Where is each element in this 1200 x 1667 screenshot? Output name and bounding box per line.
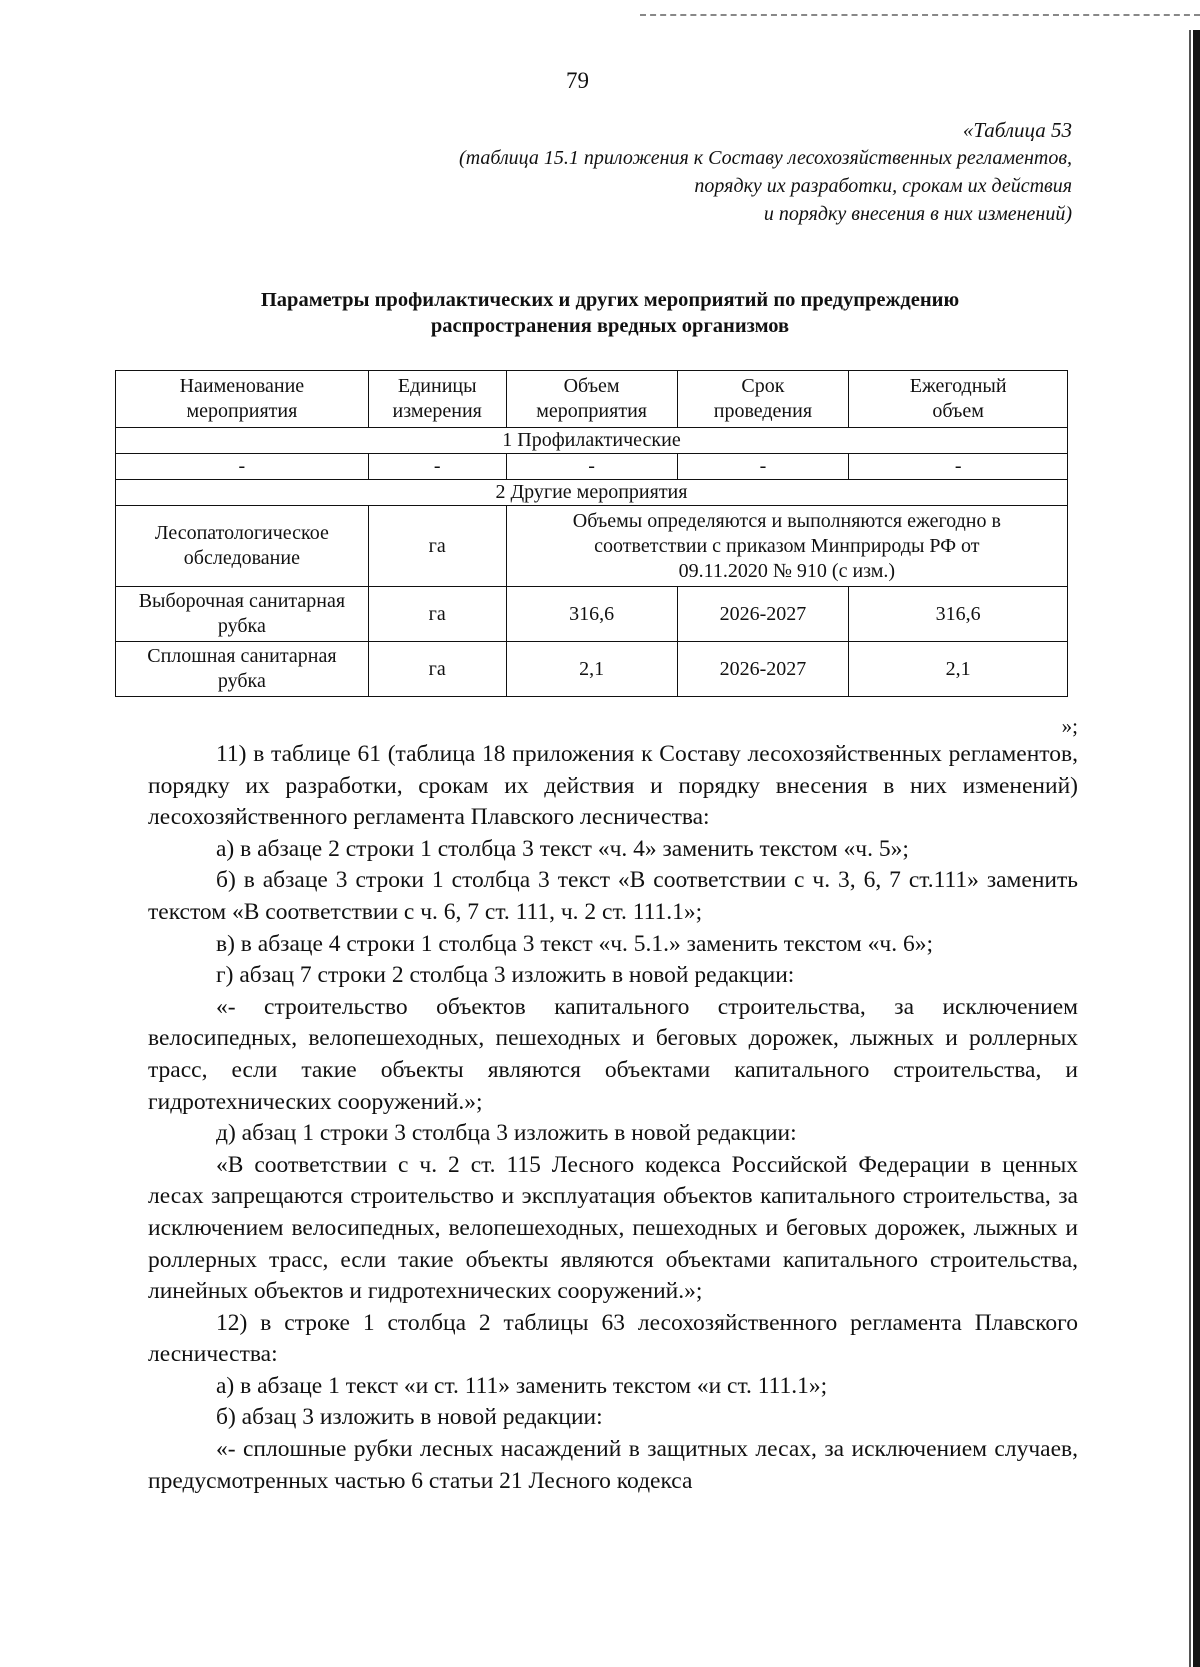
table-cell: га	[368, 587, 506, 642]
table-cell: -	[116, 454, 369, 480]
header-cell: Наименование мероприятия	[116, 371, 369, 428]
body-text	[148, 739, 1078, 1497]
paragraph: д) абзац 1 строки 3 столбца 3 изложить в новой редакции:	[216, 1120, 797, 1147]
section-row	[116, 428, 1068, 454]
table-cell: Выборочная санитарная рубка	[116, 587, 369, 642]
caption-title: «Таблица 53	[962, 118, 1072, 142]
header-cell: Объем мероприятия	[506, 371, 677, 428]
caption-line: и порядку внесения в них изменений)	[763, 203, 1072, 225]
table-cell: -	[506, 454, 677, 480]
heading-line: Параметры профилактических и других мероприятий по предупреждению	[260, 289, 960, 311]
table-caption	[459, 116, 1072, 228]
heading-line: распространения вредных организмов	[430, 315, 790, 337]
page-number: 79	[566, 68, 589, 93]
table-cell: -	[368, 454, 506, 480]
header-cell: Единицы измерения	[368, 371, 506, 428]
table-row	[116, 642, 1068, 697]
table-cell: 316,6	[849, 587, 1068, 642]
paragraph: а) в абзаце 1 текст «и ст. 111» заменить текстом «и ст. 111.1»;	[216, 1372, 828, 1399]
table-cell: -	[849, 454, 1068, 480]
table-cell-note: Объемы определяются и выполняются ежегодно в соответствии с приказом Минприроды РФ от 09.11.2020 № 910 (с изм.)	[506, 506, 1067, 587]
table-cell: 2026-2027	[677, 642, 849, 697]
header-cell: Ежегодный объем	[849, 371, 1068, 428]
header-cell: Срок проведения	[677, 371, 849, 428]
section-label: 1 Профилактические	[116, 428, 1068, 454]
paragraph: 12) в строке 1 столбца 2 таблицы 63 лесохозяйственного регламента Плавского лесничества:	[148, 1309, 1078, 1368]
table-cell: Сплошная санитарная рубка	[116, 642, 369, 697]
closing-quote: »;	[1061, 714, 1078, 738]
table-cell: га	[368, 642, 506, 697]
caption-line: (таблица 15.1 приложения к Составу лесохозяйственных регламентов,	[459, 147, 1072, 169]
paragraph: б) в абзаце 3 строки 1 столбца 3 текст «В соответствии с ч. 3, 6, 7 ст.111» заменить текстом «В соответствии с ч. 6, 7 ст. 111, ч. 2 ст. 111.1»;	[148, 867, 1078, 925]
paragraph: а) в абзаце 2 строки 1 столбца 3 текст «ч. 4» заменить текстом «ч. 5»;	[216, 835, 909, 862]
caption-line: порядку их разработки, срокам их действия	[694, 175, 1072, 197]
table-cell: га	[368, 506, 506, 587]
scan-artifact-top	[640, 14, 1200, 16]
table-row	[116, 587, 1068, 642]
table-cell: 316,6	[506, 587, 677, 642]
table-cell: 2,1	[849, 642, 1068, 697]
scan-edge-shadow	[1189, 30, 1191, 1667]
table-cell: 2,1	[506, 642, 677, 697]
scan-edge-border	[1193, 30, 1200, 1667]
paragraph: б) абзац 3 изложить в новой редакции:	[216, 1404, 603, 1431]
table-heading	[140, 287, 1080, 339]
table-cell: Лесопатологическое обследование	[116, 506, 369, 587]
table-cell: 2026-2027	[677, 587, 849, 642]
table-row	[116, 506, 1068, 587]
section-row	[116, 480, 1068, 506]
table-row	[116, 454, 1068, 480]
parameters-table	[115, 370, 1068, 697]
paragraph: «- сплошные рубки лесных насаждений в защитных лесах, за исключением случаев, предусмотренных частью 6 статьи 21 Лесного кодекса	[148, 1436, 1078, 1494]
paragraph: в) в абзаце 4 строки 1 столбца 3 текст «ч. 5.1.» заменить текстом «ч. 6»;	[216, 930, 934, 957]
paragraph: 11) в таблице 61 (таблица 18 приложения к Составу лесохозяйственных регламентов, порядку их разработки, срокам их действия и порядку внесения в них изменений) лесохозяйственного регламента Плавского лесничества:	[148, 741, 1078, 831]
paragraph: г) абзац 7 строки 2 столбца 3 изложить в новой редакции:	[216, 962, 795, 989]
section-label: 2 Другие мероприятия	[116, 480, 1068, 506]
paragraph: «В соответствии с ч. 2 ст. 115 Лесного кодекса Российской Федерации в ценных лесах запрещаются строительство и эксплуатация объектов капитального строительства, за исключением велосипедных, велопешеходных, пешеходных и беговых дорожек, лыжных и роллерных трасс, если такие объекты являются объектами капитального строительства, линейных объектов и гидротехнических сооружений.»;	[148, 1151, 1078, 1305]
table-header-row	[116, 371, 1068, 428]
table-cell: -	[677, 454, 849, 480]
paragraph: «- строительство объектов капитального строительства, за исключением велосипедных, велопешеходных, пешеходных и беговых дорожек, лыжных и роллерных трасс, если такие объекты являются объектами капитального строительства, и гидротехнических сооружений.»;	[148, 993, 1078, 1115]
